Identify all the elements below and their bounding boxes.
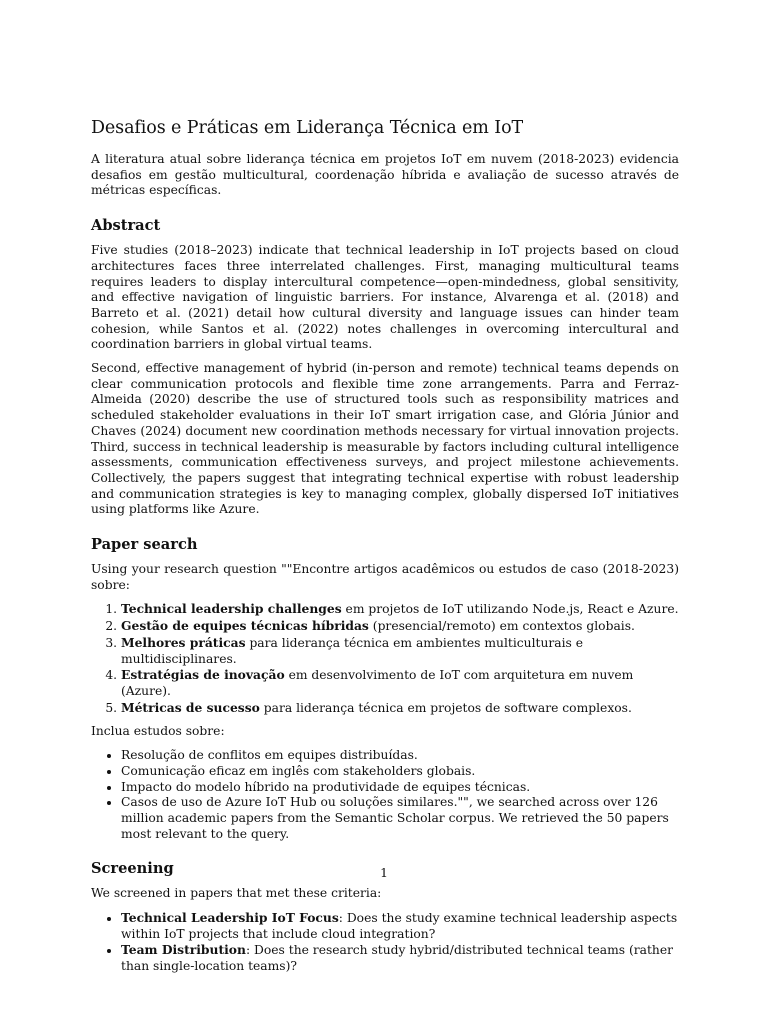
page-number: 1 bbox=[380, 866, 388, 880]
intro-paragraph: A literatura atual sobre liderança técnica em projetos IoT em nuvem (2018-2023) evidencia desafios em gestão multicultural, coordenação híbrida e avaliação de sucesso através de métricas específicas. bbox=[91, 152, 679, 198]
item-bold: Melhores práticas bbox=[121, 634, 246, 650]
paper-page bbox=[91, 118, 679, 983]
item-text: em projetos de IoT utilizando Node.js, React e Azure. bbox=[341, 602, 679, 617]
screening-lead: We screened in papers that met these criteria: bbox=[91, 886, 382, 901]
page-title: Desafios e Práticas em Liderança Técnica em IoT bbox=[91, 118, 524, 138]
screening-criteria-list bbox=[91, 910, 679, 975]
item-bold: Estratégias de inovação bbox=[121, 667, 285, 683]
include-topics-list bbox=[91, 748, 679, 842]
abstract-paragraph-1: Five studies (2018–2023) indicate that technical leadership in IoT projects based on cloud architectures faces three interrelated challenges. First, managing multicultural teams requires leaders to display intercultural competence—open-mindedness, global sensitivity, and effective navigation of linguistic barriers. For instance, Alvarenga et al. (2018) and Barreto et al. (2021) detail how cultural diversity and language issues can hinder team cohesion, while Santos et al. (2022) notes challenges in overcoming intercultural and coordination barriers in global virtual teams. bbox=[91, 243, 679, 352]
list-item bbox=[121, 910, 679, 942]
item-bold: Technical leadership challenges bbox=[121, 601, 342, 617]
item-bold: Métricas de sucesso bbox=[121, 699, 260, 715]
criterion-bold: Team Distribution bbox=[121, 942, 246, 958]
screening-heading: Screening bbox=[91, 860, 174, 878]
paper-search-lead: Using your research question ""Encontre artigos acadêmicos ou estudos de caso (2018-2023) sobre: bbox=[91, 562, 679, 592]
criterion-bold: Technical Leadership IoT Focus bbox=[121, 910, 339, 926]
item-text: para liderança técnica em projetos de software complexos. bbox=[259, 700, 632, 715]
item-text: (presencial/remoto) em contextos globais. bbox=[368, 619, 635, 634]
criterion-text: : Does the study examine technical leadership aspects within IoT projects that include cloud integration? bbox=[121, 911, 678, 941]
list-item: • Casos de uso de Azure IoT Hub ou soluções similares."", we searched across over 126 million academic papers from the Semantic Scholar corpus. We retrieved the 50 papers most relevant to the query. bbox=[121, 795, 679, 842]
list-item bbox=[121, 667, 679, 699]
research-topics-list bbox=[91, 601, 679, 716]
list-item bbox=[121, 700, 679, 717]
list-item: • Comunicação eficaz em inglês com stakeholders globais. bbox=[121, 764, 679, 780]
abstract-paragraph-2: Second, effective management of hybrid (in-person and remote) technical teams depends on clear communication protocols and flexible time zone arrangements. Parra and Ferraz-Almeida (2020) describe the use of structured tools such as responsibility matrices and scheduled stakeholder evaluations in their IoT smart irrigation case, and Glória Júnior and Chaves (2024) document new coordination methods necessary for virtual innovation projects. Third, success in technical leadership is measurable by factors including cultural intelligence assessments, communication effectiveness surveys, and project milestone achievements. Collectively, the papers suggest that integrating technical expertise with robust leadership and communication strategies is key to managing complex, globally dispersed IoT initiatives using platforms like Azure. bbox=[91, 361, 679, 517]
item-text: para liderança técnica em ambientes multiculturais e multidisciplinares. bbox=[121, 635, 584, 666]
paper-search-heading: Paper search bbox=[91, 536, 198, 554]
abstract-heading: Abstract bbox=[91, 217, 161, 235]
list-item: • Impacto do modelo híbrido na produtividade de equipes técnicas. bbox=[121, 780, 679, 796]
list-item bbox=[121, 618, 679, 635]
list-item bbox=[121, 635, 679, 667]
item-bold: Gestão de equipes técnicas híbridas bbox=[121, 618, 369, 634]
list-item: • Resolução de conflitos em equipes distribuídas. bbox=[121, 748, 679, 764]
include-label: Inclua estudos sobre: bbox=[91, 724, 225, 739]
item-text: em desenvolvimento de IoT com arquitetura em nuvem (Azure). bbox=[121, 668, 634, 698]
list-item bbox=[121, 942, 679, 974]
criterion-text: : Does the research study hybrid/distributed technical teams (rather than single-location teams)? bbox=[121, 943, 673, 974]
list-item bbox=[121, 601, 679, 618]
